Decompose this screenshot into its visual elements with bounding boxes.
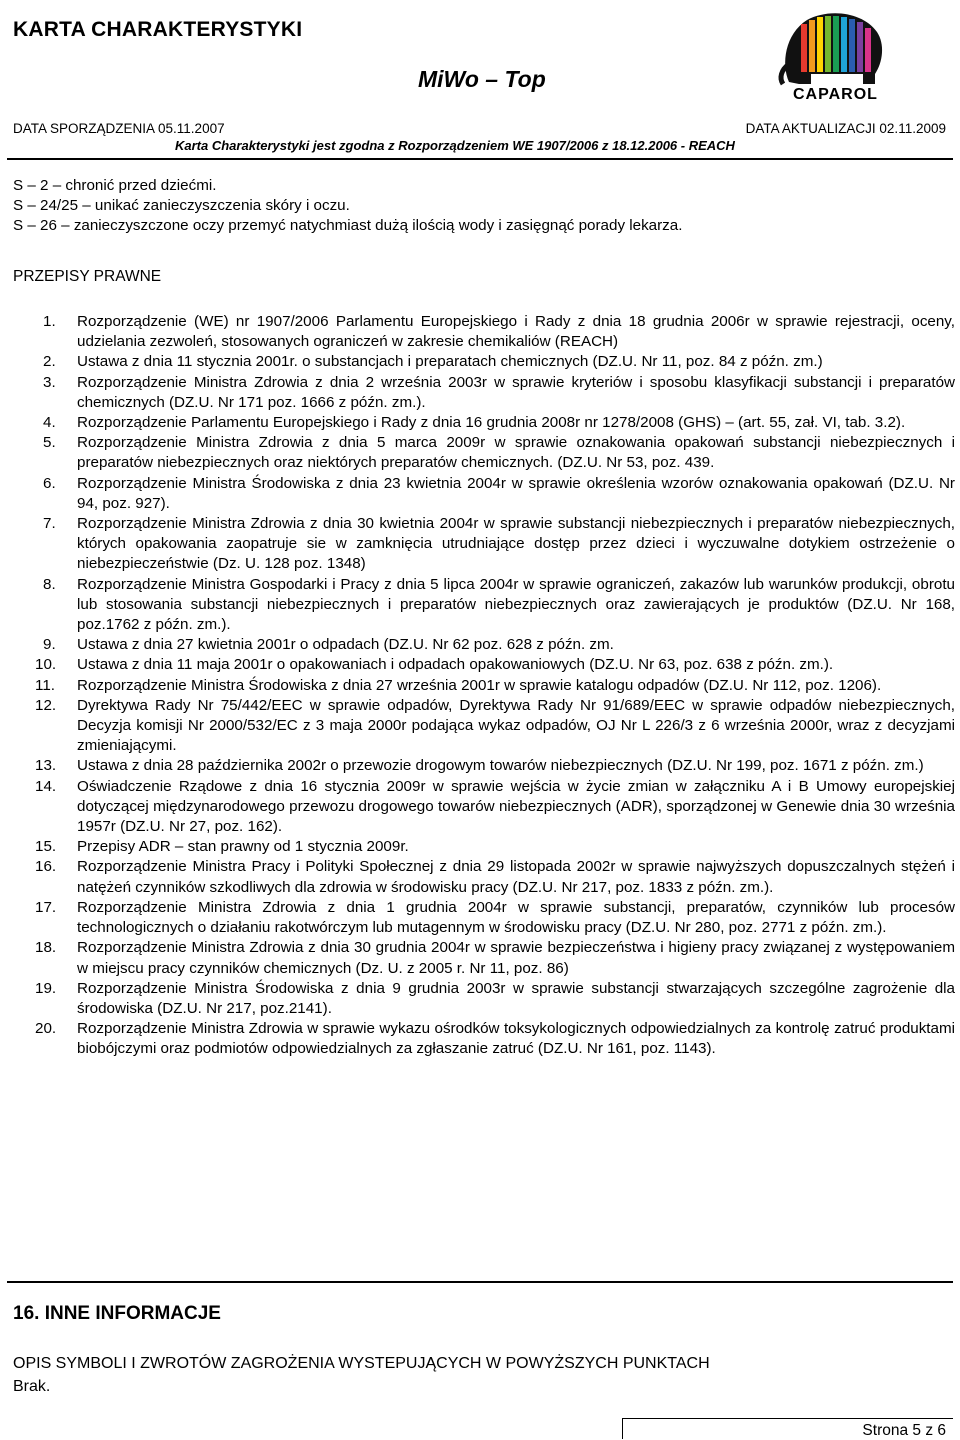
regulation-text: Oświadczenie Rządowe z dnia 16 stycznia 2009r w sprawie wejścia w życie zmian w załączniku A i B Umowy europejskiej dotyczącej międzynarodowego przewozu drogowego towarów niebezpiecznych (ADR), sporządzonej w Genewie dnia 30 września 1957r (DZ.U. Nr 27, poz. 162).: [77, 777, 955, 836]
regulation-number: 7.: [43, 515, 56, 533]
date-updated: DATA AKTUALIZACJI 02.11.2009: [745, 121, 946, 136]
regulation-item: [13, 777, 955, 838]
regulation-text: Ustawa z dnia 11 maja 2001r o opakowaniach i odpadach opakowaniowych (DZ.U. Nr 63, poz. 638 z późn. zm.).: [77, 656, 834, 674]
regulation-item: [13, 696, 955, 757]
regulation-number: 20.: [35, 1020, 57, 1038]
regulation-number: 1.: [43, 313, 56, 330]
regulation-number: 2.: [43, 353, 56, 371]
regulation-text: Rozporządzenie Ministra Zdrowia z dnia 1 grudnia 2004r w sprawie substancji, preparatów, czynników lub procesów technologicznych o działaniu rakotwórczym lub mutagennym w środowisku pracy (DZ.U. Nr 280, poz. 2771 z późn. zm.).: [77, 898, 955, 937]
regulation-number: 15.: [35, 838, 57, 856]
legal-regulations-list: [13, 312, 955, 1060]
regulation-text: Rozporządzenie Ministra Środowiska z dnia 23 kwietnia 2004r w sprawie określenia wzorów oznakowania opakowań (DZ.U. Nr 94, poz. 927).: [77, 474, 955, 512]
regulation-item: [13, 837, 955, 857]
regulation-number: 3.: [43, 373, 56, 391]
symbols-description-text: Brak.: [13, 1378, 51, 1395]
regulation-item: [13, 474, 955, 514]
regulation-item: [13, 898, 955, 938]
document-title: KARTA CHARAKTERYSTYKI: [13, 18, 303, 41]
regulation-number: 12.: [35, 696, 57, 714]
regulation-text: Rozporządzenie Parlamentu Europejskiego i Rady z dnia 16 grudnia 2008r nr 1278/2008 (GHS) – (art. 55, zał. VI, tab. 3.2).: [77, 414, 906, 432]
regulation-number: 16.: [35, 858, 57, 876]
regulation-number: 5.: [43, 434, 56, 452]
safety-phrase: S – 26 – zanieczyszczone oczy przemyć natychmiast dużą ilością wody i zasięgnąć porady lekarza.: [13, 217, 683, 235]
regulation-number: 9.: [43, 636, 56, 654]
regulation-item: [13, 352, 955, 372]
page-number: Strona 5 z 6: [862, 1422, 946, 1439]
regulation-text: Rozporządzenie (WE) nr 1907/2006 Parlamentu Europejskiego i Rady z dnia 18 grudnia 2006r w sprawie rejestracji, oceny, udzielania zezwoleń, stosowanych ograniczeń w zakresie chemikaliów (REACH): [77, 313, 955, 351]
regulation-item: [13, 413, 955, 433]
regulation-item: [13, 655, 955, 675]
regulation-number: 19.: [35, 979, 57, 997]
regulation-text: Rozporządzenie Ministra Środowiska z dnia 27 września 2001r w sprawie katalogu odpadów (DZ.U. Nr 112, poz. 1206).: [77, 676, 882, 694]
safety-phrases: [13, 176, 955, 237]
safety-phrase: S – 2 – chronić przed dziećmi.: [13, 177, 217, 194]
regulation-number: 4.: [43, 414, 56, 432]
regulation-text: Rozporządzenie Ministra Zdrowia z dnia 30 kwietnia 2004r w sprawie substancji niebezpiecznych i preparatów niebezpiecznych, których opakowania zaopatruje sie w zamknięcia utrudniające dostęp przez dzieci i wyczuwalne dotykiem ostrzeżenie o niebezpieczeństwie (Dz. U. 128 poz. 1348): [77, 515, 955, 573]
legal-section-heading: PRZEPISY PRAWNE: [13, 268, 162, 285]
regulation-item: [13, 857, 955, 897]
regulation-number: 13.: [35, 757, 57, 775]
regulation-text: Rozporządzenie Ministra Zdrowia z dnia 2 września 2003r w sprawie kryteriów i sposobu klasyfikacji substancji i preparatów chemicznych (DZ.U. Nr 171 poz. 1666 z późn. zm.).: [77, 373, 955, 411]
safety-phrase: S – 24/25 – unikać zanieczyszczenia skóry i oczu.: [13, 197, 350, 215]
regulation-item: [13, 676, 955, 696]
product-name: MiWo – Top: [418, 66, 546, 92]
section-divider: [7, 1281, 953, 1283]
regulation-number: 17.: [35, 898, 57, 916]
regulation-item: [13, 635, 955, 655]
document-header: [0, 0, 960, 160]
symbols-description-heading: OPIS SYMBOLI I ZWROTÓW ZAGROŻENIA WYSTEPUJĄCYCH W POWYŻSZYCH PUNKTACH: [13, 1355, 710, 1372]
header-divider: [7, 158, 953, 160]
date-prepared: DATA SPORZĄDZENIA 05.11.2007: [13, 121, 225, 136]
regulation-text: Rozporządzenie Ministra Pracy i Polityki Społecznej z dnia 29 listopada 2002r w sprawie najwyższych dopuszczalnych stężeń i natężeń czynników szkodliwych dla zdrowia w środowisku pracy (DZ.U. Nr 217, poz. 1833 z późn. zm.).: [77, 858, 955, 896]
regulation-text: Ustawa z dnia 11 stycznia 2001r. o substancjach i preparatach chemicznych (DZ.U. Nr 11, poz. 84 z późn. zm.): [77, 353, 823, 371]
regulation-text: Ustawa z dnia 27 kwietnia 2001r o odpadach (DZ.U. Nr 62 poz. 628 z późn. zm.: [77, 636, 614, 654]
regulation-text: Dyrektywa Rady Nr 75/442/EEC w sprawie odpadów, Dyrektywa Rady Nr 91/689/EEC w sprawie odpadów niebezpiecznych, Decyzja komisji Nr 2000/532/EC z 3 maja 2000r podająca wykaz odpadów, OJ Nr L 226/3 z 6 września 2000r, wraz z decyzjami zmieniającymi.: [77, 696, 955, 755]
reach-conformity-note: Karta Charakterystyki jest zgodna z Rozporządzeniem WE 1907/2006 z 18.12.2006 - REACH: [175, 138, 735, 153]
regulation-item: [13, 1019, 955, 1059]
regulation-item: [13, 979, 955, 1019]
regulation-text: Rozporządzenie Ministra Gospodarki i Pracy z dnia 5 lipca 2004r w sprawie ograniczeń, zakazów lub warunków produkcji, obrotu lub stosowania substancji niebezpiecznych i preparatów niebezpiecznych oraz zawierających je produktów (DZ.U. Nr 168, poz.1762 z późn. zm.).: [77, 575, 955, 634]
regulation-item: [13, 575, 955, 636]
regulation-number: 8.: [43, 575, 56, 593]
caparol-logo-text: CAPAROL: [793, 86, 878, 103]
section-16-heading: 16. INNE INFORMACJE: [13, 1303, 221, 1324]
regulation-text: Rozporządzenie Ministra Zdrowia w sprawie wykazu ośrodków toksykologicznych odpowiedzialnych za kontrolę zatruć produktami biobójczymi oraz podmiotów odpowiedzialnych za zgłaszanie zatruć (DZ.U. Nr 161, poz. 1143).: [77, 1020, 955, 1058]
regulation-item: [13, 514, 955, 575]
regulation-item: [13, 312, 955, 352]
regulation-text: Rozporządzenie Ministra Zdrowia z dnia 30 grudnia 2004r w sprawie bezpieczeństwa i higieny pracy związanej z występowaniem w miejscu pracy czynników chemicznych (Dz. U. z 2005 r. Nr 11, poz. 86): [77, 939, 955, 977]
regulation-number: 18.: [35, 939, 57, 957]
regulation-item: [13, 373, 955, 413]
regulation-item: [13, 756, 955, 776]
regulation-text: Ustawa z dnia 28 października 2002r o przewozie drogowym towarów niebezpiecznych (DZ.U. Nr 199, poz. 1671 z późn. zm.): [77, 757, 924, 775]
regulation-text: Rozporządzenie Ministra Środowiska z dnia 9 grudnia 2003r w sprawie substancji stwarzających szczególne zagrożenie dla środowiska (DZ.U. Nr 217, poz.2141).: [77, 979, 955, 1017]
regulation-text: Przepisy ADR – stan prawny od 1 stycznia 2009r.: [77, 838, 409, 856]
regulation-number: 14.: [35, 777, 57, 795]
regulation-item: [13, 938, 955, 978]
regulation-number: 10.: [35, 656, 57, 674]
regulation-number: 11.: [35, 676, 55, 694]
regulation-item: [13, 433, 955, 473]
regulation-text: Rozporządzenie Ministra Zdrowia z dnia 5 marca 2009r w sprawie oznakowania opakowań substancji niebezpiecznych i preparatów niebezpiecznych oraz niektórych preparatów chemicznych. (DZ.U. Nr 53, poz. 439.: [77, 434, 955, 472]
regulation-number: 6.: [43, 474, 56, 492]
